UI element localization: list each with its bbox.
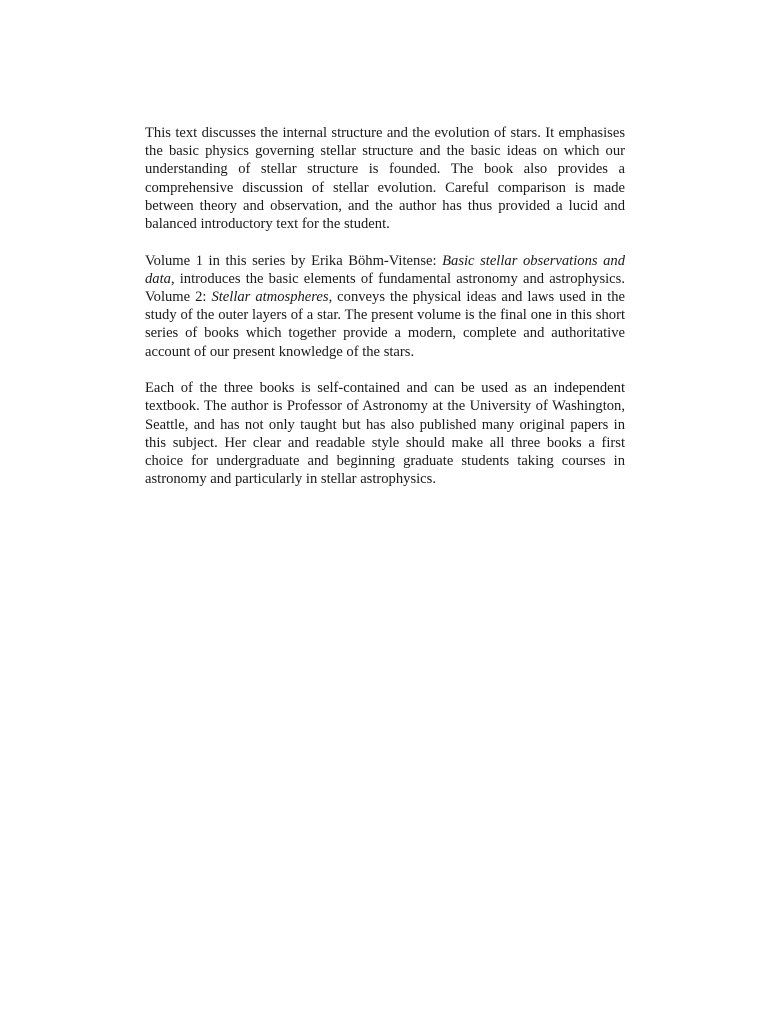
paragraph-text: Each of the three books is self-contained and can be used as an independent textbook. The author is Professor of Astronomy at the University of Washington, Seattle, and has not only taught but has also published many original papers in this subject. Her clear and readable style should make all three books a first choice for undergraduate and beginning graduate students taking courses in astronomy and particularly in stellar astrophysics. [145, 380, 625, 488]
paragraph-overview [145, 124, 625, 233]
paragraph-series [145, 252, 625, 361]
back-cover-text [145, 124, 625, 507]
book-title-volume-1: Basic stellar observations and data [145, 252, 625, 287]
paragraph-text: , introduces the basic elements of fundamental astronomy and astrophysics. Volume 2: [145, 270, 625, 306]
paragraph-text: Volume 1 in this series by Erika Böhm-Vitense: [145, 252, 443, 269]
paragraph-author [145, 379, 625, 488]
book-title-volume-2: Stellar atmospheres [211, 289, 329, 306]
paragraph-text: , conveys the physical ideas and laws used in the study of the outer layers of a star. The present volume is the final one in this short series of books which together provide a modern, complete and authoritative account of our present knowledge of the stars. [145, 289, 625, 360]
paragraph-text: This text discusses the internal structure and the evolution of stars. It emphasises the basic physics governing stellar structure and the basic ideas on which our understanding of stellar structure is founded. The book also provides a comprehensive discussion of stellar evolution. Careful comparison is made between theory and observation, and the author has thus provided a lucid and balanced introductory text for the student. [145, 125, 625, 233]
